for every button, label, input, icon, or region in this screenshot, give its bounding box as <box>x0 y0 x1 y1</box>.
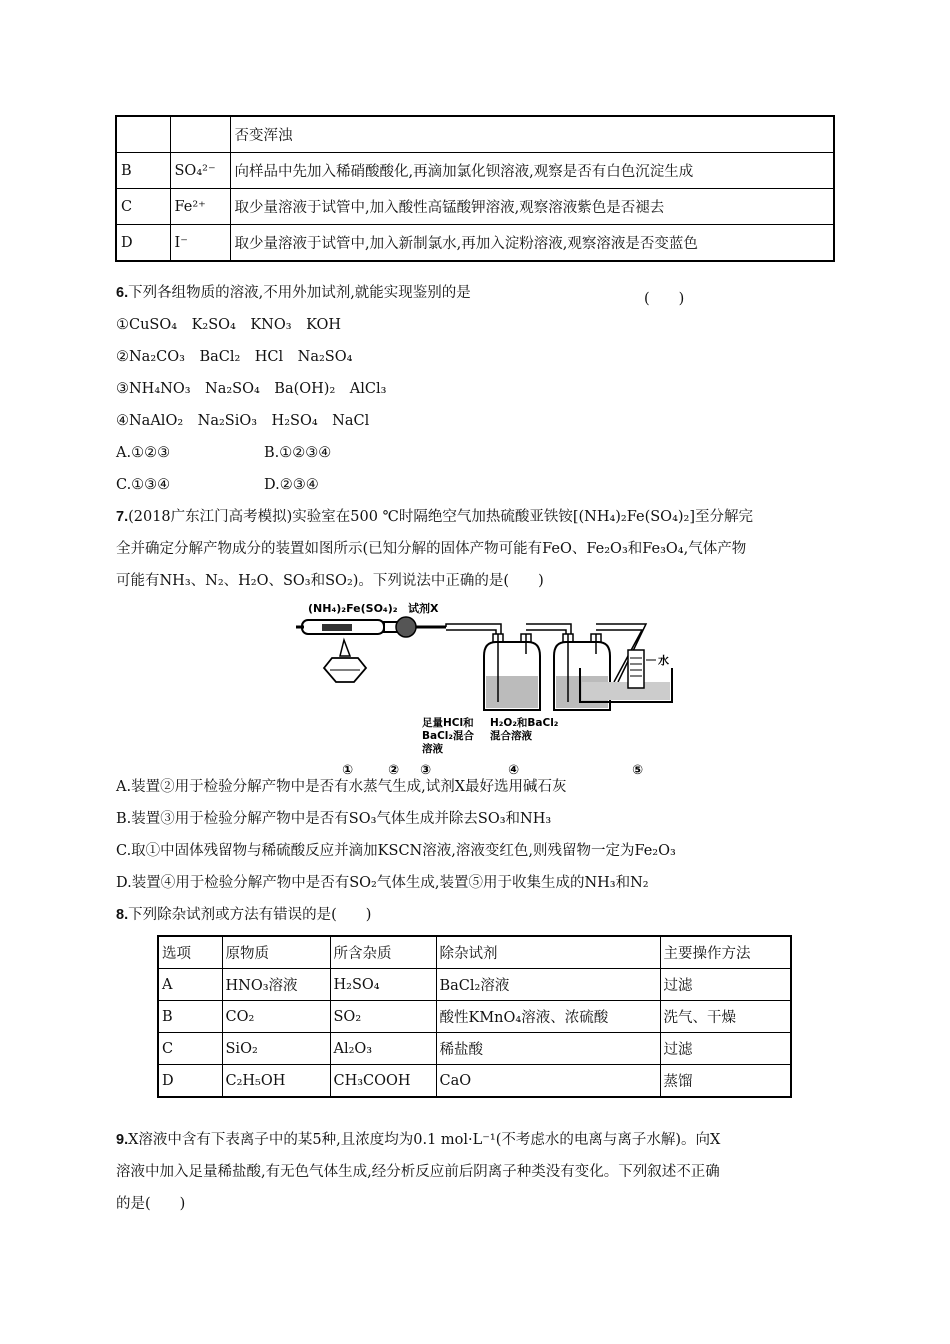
table-row <box>116 116 834 153</box>
column-header: 选项 <box>158 936 222 969</box>
column-header: 原物质 <box>222 936 330 969</box>
q6-option-a: A.①②③ <box>116 445 171 461</box>
heating-tube <box>296 620 384 634</box>
table-cell: BaCl₂溶液 <box>436 969 660 1001</box>
q7-stem-line-2: 全并确定分解产物成分的装置如图所示(已知分解的固体产物可能有FeO、Fe₂O₃和Fe₃O₄,气体产物 <box>116 541 747 557</box>
q7-option-c: C.取①中固体残留物与稀硫酸反应并滴加KSCN溶液,溶液变红色,则残留物一定为Fe₂O₃ <box>116 843 676 859</box>
q6-item-3: ③NH₄NO₃ Na₂SO₄ Ba(OH)₂ AlCl₃ <box>116 381 387 397</box>
column-header: 所含杂质 <box>330 936 436 969</box>
table-row <box>116 189 834 225</box>
device-number-2: ② <box>388 763 400 778</box>
table-cell: A <box>158 969 222 1001</box>
table-cell: 取少量溶液于试管中,加入酸性高锰酸钾溶液,观察溶液紫色是否褪去 <box>230 189 834 225</box>
question-text: X溶液中含有下表离子中的某5种,且浓度均为0.1 mol·L⁻¹(不考虑水的电离与离子水解)。向X <box>128 1132 721 1148</box>
table-row <box>158 1001 791 1033</box>
q7-option-b: B.装置③用于检验分解产物中是否有SO₃气体生成并除去SO₃和NH₃ <box>116 811 552 827</box>
table-cell: D <box>158 1065 222 1098</box>
device-number-4: ④ <box>508 763 520 778</box>
ion-test-table <box>115 115 835 262</box>
q6-item-4: ④NaAlO₂ Na₂SiO₃ H₂SO₄ NaCl <box>116 413 370 429</box>
table-cell: 酸性KMnO₄溶液、浓硫酸 <box>436 1001 660 1033</box>
table-cell: SO₄²⁻ <box>170 153 230 189</box>
table-row <box>158 1065 791 1098</box>
column-header: 主要操作方法 <box>660 936 791 969</box>
drying-tube <box>384 617 446 637</box>
q9-stem-line-1 <box>116 1130 720 1150</box>
table-header-row <box>158 936 791 969</box>
question-number: 6. <box>116 285 129 301</box>
q6-item-1: ①CuSO₄ K₂SO₄ KNO₃ KOH <box>116 317 342 333</box>
table-row <box>158 969 791 1001</box>
wash-bottle-3 <box>484 634 540 710</box>
bottle4-label-1: H₂O₂和BaCl₂ <box>490 717 559 729</box>
column-header: 除杂试剂 <box>436 936 660 969</box>
q9-stem-line-2: 溶液中加入足量稀盐酸,有无色气体生成,经分析反应前后阴离子种类没有变化。下列叙述不正确 <box>116 1164 720 1180</box>
q6-option-c: C.①③④ <box>116 477 171 493</box>
q9-stem-line-3: 的是( ) <box>116 1196 186 1212</box>
bottle3-label-3: 溶液 <box>422 743 443 755</box>
table-cell: SO₂ <box>330 1001 436 1033</box>
table-cell: C₂H₅OH <box>222 1065 330 1098</box>
device-number-1: ① <box>342 763 354 778</box>
table-cell: CO₂ <box>222 1001 330 1033</box>
table-cell: CH₃COOH <box>330 1065 436 1098</box>
impurity-removal-table <box>157 935 792 1098</box>
table-cell <box>116 116 170 153</box>
device-number-3: ③ <box>420 763 432 778</box>
question-text: 下列各组物质的溶液,不用外加试剂,就能实现鉴别的是 <box>128 285 471 301</box>
question-text: 下列除杂试剂或方法有错误的是( ) <box>128 907 372 923</box>
table-cell: 蒸馏 <box>660 1065 791 1098</box>
table-cell <box>170 116 230 153</box>
table-cell: I⁻ <box>170 225 230 262</box>
table-cell: B <box>116 153 170 189</box>
table-cell: 过滤 <box>660 1033 791 1065</box>
table-cell: SiO₂ <box>222 1033 330 1065</box>
table-cell: 洗气、干燥 <box>660 1001 791 1033</box>
table-row <box>116 225 834 262</box>
table-cell: C <box>158 1033 222 1065</box>
q7-stem-line-3: 可能有NH₃、N₂、H₂O、SO₃和SO₂)。下列说法中正确的是( ) <box>116 573 544 589</box>
table-cell: CaO <box>436 1065 660 1098</box>
apparatus-figure <box>296 598 676 778</box>
table-cell: 取少量溶液于试管中,加入新制氯水,再加入淀粉溶液,观察溶液是否变蓝色 <box>230 225 834 262</box>
table-cell: D <box>116 225 170 262</box>
alcohol-lamp <box>324 640 366 682</box>
bottle3-label-1: 足量HCl和 <box>422 717 474 729</box>
reagent-label: 试剂X <box>408 602 439 615</box>
table-cell: HNO₃溶液 <box>222 969 330 1001</box>
answer-paren: ( ) <box>644 291 685 307</box>
q7-option-d: D.装置④用于检验分解产物中是否有SO₂气体生成,装置⑤用于收集生成的NH₃和N₂ <box>116 875 649 891</box>
table-cell: 向样品中先加入稀硝酸酸化,再滴加氯化钡溶液,观察是否有白色沉淀生成 <box>230 153 834 189</box>
water-label: 水 <box>658 654 669 667</box>
question-number: 9. <box>116 1132 129 1148</box>
table-row <box>116 153 834 189</box>
table-cell: H₂SO₄ <box>330 969 436 1001</box>
table-cell: C <box>116 189 170 225</box>
q6-stem <box>116 283 471 303</box>
question-number: 7. <box>116 509 129 525</box>
device-number-5: ⑤ <box>632 763 644 778</box>
bottle4-label-2: 混合溶液 <box>490 730 532 742</box>
table-cell: 过滤 <box>660 969 791 1001</box>
q6-option-d: D.②③④ <box>264 477 319 493</box>
table-cell: Fe²⁺ <box>170 189 230 225</box>
q6-item-2: ②Na₂CO₃ BaCl₂ HCl Na₂SO₄ <box>116 349 353 365</box>
table-cell: Al₂O₃ <box>330 1033 436 1065</box>
q7-stem-line-1 <box>116 507 753 527</box>
question-number: 8. <box>116 907 129 923</box>
q7-option-a: A.装置②用于检验分解产物中是否有水蒸气生成,试剂X最好选用碱石灰 <box>116 779 567 795</box>
table-row <box>158 1033 791 1065</box>
table-cell: B <box>158 1001 222 1033</box>
question-text: (2018广东江门高考模拟)实验室在500 ℃时隔绝空气加热硫酸亚铁铵[(NH₄)₂Fe(SO₄)₂]至分解完 <box>128 509 754 525</box>
bottle3-label-2: BaCl₂混合 <box>422 730 474 742</box>
tube-label: (NH₄)₂Fe(SO₄)₂ <box>308 602 398 615</box>
q8-stem <box>116 905 371 925</box>
table-cell: 稀盐酸 <box>436 1033 660 1065</box>
q6-option-b: B.①②③④ <box>264 445 332 461</box>
table-cell: 否变浑浊 <box>230 116 834 153</box>
